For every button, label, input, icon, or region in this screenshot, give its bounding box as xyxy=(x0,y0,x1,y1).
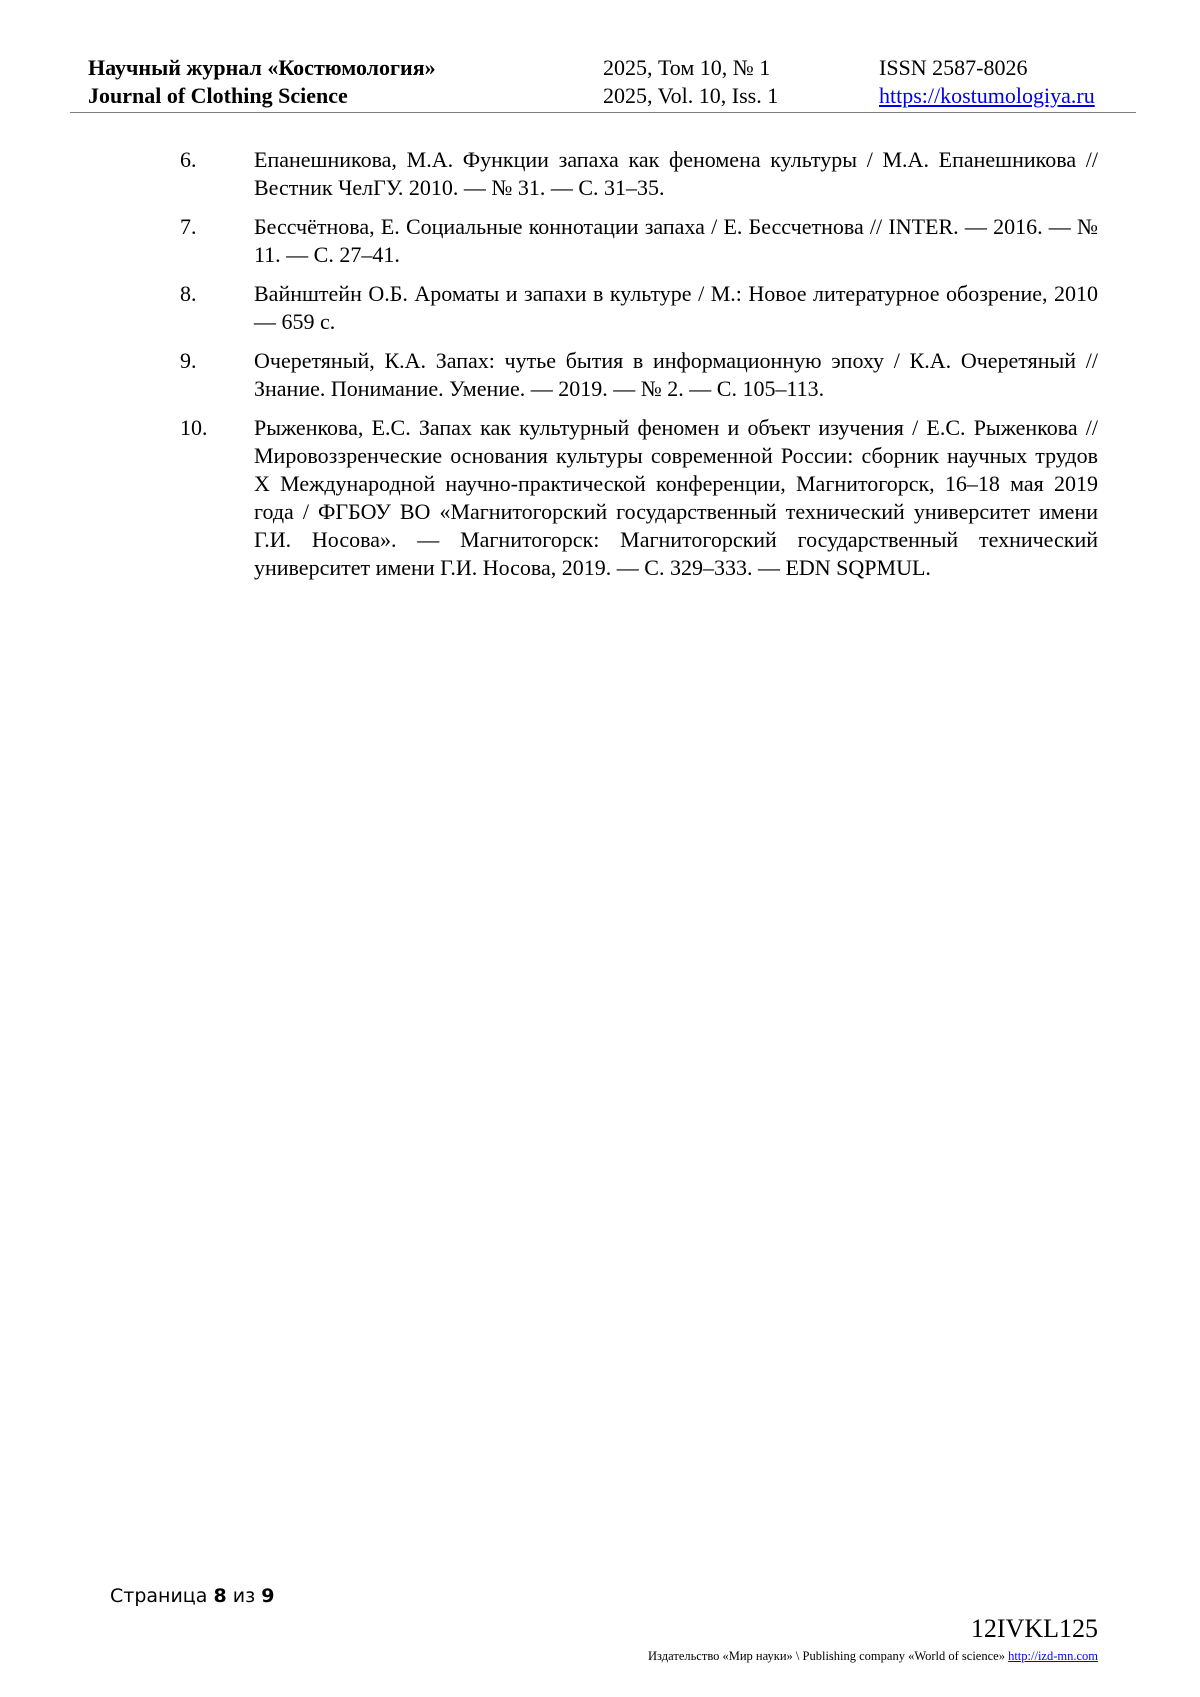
reference-number: 6. xyxy=(180,147,197,172)
page-of: из xyxy=(232,1585,256,1607)
page-counter xyxy=(110,1584,274,1608)
reference-number: 10. xyxy=(180,415,208,440)
reference-text: Очеретяный, К.А. Запах: чутье бытия в информационную эпоху / К.А. Очеретяный // Знание. Понимание. Умение. — 2019. — № 2. — С. 105–113. xyxy=(254,348,1098,401)
reference-text: Вайнштейн О.Б. Ароматы и запахи в культуре / М.: Новое литературное обозрение, 2010 — 659 с. xyxy=(254,281,1098,334)
issn-block xyxy=(879,54,1095,110)
journal-title-ru: Научный журнал «Костюмология» xyxy=(88,55,436,80)
reference-list xyxy=(180,146,1098,593)
issue-ru: 2025, Том 10, № 1 xyxy=(603,55,771,80)
journal-title-block xyxy=(88,54,436,110)
reference-number: 7. xyxy=(180,214,197,239)
publisher-text: Издательство «Мир науки» \ Publishing company «World of science» xyxy=(648,1649,1005,1663)
reference-text: Епанешникова, М.А. Функции запаха как феномена культуры / М.А. Епанешникова // Вестник ЧелГУ. 2010. — № 31. — С. 31–35. xyxy=(254,147,1098,200)
issue-block xyxy=(603,54,778,110)
journal-title-en: Journal of Clothing Science xyxy=(88,83,348,108)
reference-text: Рыженкова, Е.С. Запах как культурный феномен и объект изучения / Е.С. Рыженкова // Мировоззренческие основания культуры современной России: сборник научных трудов X Международной научно-практической конференции, Магнитогорск, 16–18 мая 2019 года / ФГБОУ ВО «Магнитогорский государственный технический университет имени Г.И. Носова». — Магнитогорск: Магнитогорский государственный технический университет имени Г.И. Носова, 2019. — С. 329–333. — EDN SQPMUL. xyxy=(254,415,1098,580)
page-total: 9 xyxy=(261,1585,275,1607)
reference-item xyxy=(180,213,1098,269)
publisher-link[interactable]: http://izd-mn.com xyxy=(1008,1649,1098,1663)
page-label: Страница xyxy=(110,1585,208,1607)
publisher-line xyxy=(648,1648,1098,1664)
reference-number: 8. xyxy=(180,281,197,306)
reference-item xyxy=(180,280,1098,336)
reference-item xyxy=(180,414,1098,582)
reference-item xyxy=(180,146,1098,202)
page-current: 8 xyxy=(213,1585,227,1607)
document-code: 12IVKL125 xyxy=(970,1614,1098,1643)
reference-number: 9. xyxy=(180,348,197,373)
header-divider xyxy=(70,112,1136,113)
issn: ISSN 2587-8026 xyxy=(879,55,1028,80)
reference-text: Бессчётнова, Е. Социальные коннотации запаха / Е. Бессчетнова // INTER. — 2016. — № 11. — С. 27–41. xyxy=(254,214,1098,267)
journal-website-link[interactable]: https://kostumologiya.ru xyxy=(879,83,1095,108)
issue-en: 2025, Vol. 10, Iss. 1 xyxy=(603,83,779,108)
reference-item xyxy=(180,347,1098,403)
